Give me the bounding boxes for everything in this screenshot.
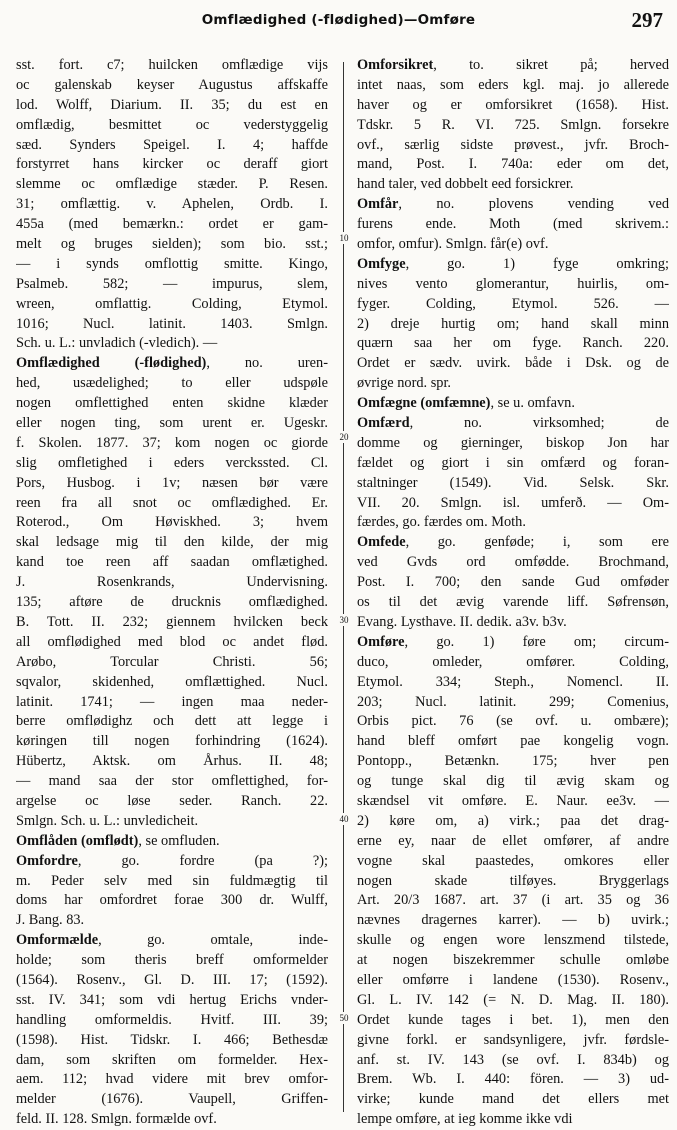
- left-column-line: slig omfletighed i eders verckssted. Cl.: [16, 454, 328, 471]
- right-column-line: Etymol. 334; Steph., Nomencl. II.: [357, 673, 669, 690]
- right-column-line: færdes, go. færdes om. Moth.: [357, 514, 526, 531]
- left-column-line: — i synds omflottig smitte. Kingo,: [16, 255, 328, 272]
- headword: Omfordre: [16, 852, 78, 869]
- right-column-line: Omfår, no. plovens vending ved: [357, 196, 669, 213]
- right-column-line: Omfede, go. genføde; i, som ere: [357, 534, 669, 551]
- left-column-line: Omflædighed (-flødighed), no. uren-: [16, 355, 328, 372]
- headword: Omfyge: [357, 255, 406, 272]
- left-column-line: Arøbo, Torcular Christi. 56;: [16, 653, 328, 670]
- left-column-line: oc galenskab keyser Augustus affskaffe: [16, 76, 328, 93]
- left-column-line: omflædig, besmittet oc vederstyggelig: [16, 116, 328, 133]
- right-column-line: staltninger (1549). Vid. Selsk. Skr.: [357, 474, 669, 491]
- left-column-line: reen fra all snot oc omflædighed. Er.: [16, 494, 328, 511]
- line-marker-10: 10: [334, 232, 354, 244]
- right-column-line: ovf., særlig sidste prøvest., jvfr. Broch-: [357, 136, 669, 153]
- left-column-line: køringen till nogen forhindring (1624).: [16, 733, 328, 750]
- right-column-line: Omfyge, go. 1) fyge omkring;: [357, 255, 669, 272]
- headword: Omforsikret: [357, 57, 434, 73]
- left-column-line: lod. Wolff, Diarium. II. 35; du est en: [16, 96, 328, 113]
- headword: Omflædighed (-flødighed): [16, 355, 207, 372]
- right-column-line: ved Gvds ord omfødde. Brochmand,: [357, 554, 669, 571]
- left-column-line: forstyrret hans kircker oc deraff giort: [16, 156, 328, 173]
- left-column-line: 1016; Nucl. latinit. 1403. Smlgn.: [16, 315, 328, 332]
- right-column-line: domme og gierninger, biskop Jon har: [357, 434, 669, 451]
- left-column-line: Psalmeb. 582; — impurus, slem,: [16, 275, 328, 292]
- right-column-line: virke; kunde mand det ellers met: [357, 1091, 669, 1108]
- left-column-line: melt og bruges sielden); som bio. sst.;: [16, 236, 328, 253]
- left-column-line: handling omformeldis. Hvitf. III. 39;: [16, 1011, 328, 1028]
- left-column-line: slemme oc omflædige stæder. P. Resen.: [16, 176, 328, 193]
- left-column-line: J. Bang. 83.: [16, 912, 85, 929]
- right-column-line: intet naas, som eders kgl. maj. jo allerede: [357, 76, 669, 93]
- left-column-line: sst. IV. 341; som vdi hertug Erichs vnder-: [16, 991, 328, 1008]
- right-column-line: haver og er omforsikret (1658). Hist.: [357, 96, 669, 113]
- left-column-line: berre omflødighz och dett att legge i: [16, 713, 328, 730]
- right-column-line: Art. 20/3 1687. art. 37 (i art. 35 og 36: [357, 892, 669, 909]
- right-column-line: givne forkl. er sandsynligere, jvfr. førdsle-: [357, 1031, 669, 1048]
- right-column-line: eller omførre i landene (1530). Rosenv.,: [357, 971, 669, 988]
- left-column-line: Smlgn. Sch. u. L.: unvledicheit.: [16, 812, 199, 829]
- right-column-line: Omføre, go. 1) føre om; circum-: [357, 633, 669, 650]
- left-column-line: sqvalor, skidenhed, omflættighed. Nucl.: [16, 673, 328, 690]
- left-column-line: dam, som skriften om formelder. Hex-: [16, 1051, 328, 1068]
- left-column-line: melder (1676). Vaupell, Griffen-: [16, 1091, 328, 1108]
- left-column-line: skal ledsage mig til den kilde, der mig: [16, 534, 328, 551]
- right-column-line: Tdskr. 5 R. VI. 725. Smlgn. forsekre: [357, 116, 669, 133]
- left-column-line: Pors, Husbog. i 1v; næsen bør være: [16, 474, 328, 491]
- running-title: Omflædighed (-flødighed)—Omføre: [201, 12, 476, 28]
- left-column-line: kand toe reen aff saadan omflætighed.: [16, 554, 328, 571]
- line-marker-30: 30: [334, 614, 354, 626]
- right-column: [357, 56, 669, 1130]
- left-column-line: feld. II. 128. Smlgn. formælde ovf.: [16, 1111, 217, 1128]
- left-column-line: Hübertz, Aktsk. om Århus. II. 48;: [16, 753, 328, 770]
- right-column-line: Ordet er sædv. uvirk. både i Dsk. og de: [357, 355, 669, 372]
- headword: Omflåden (omflødt): [16, 832, 139, 849]
- left-column-line: sst. fort. c7; huilcken omflædige vijs: [16, 57, 328, 73]
- right-column-line: Pontopp., Betænkn. 175; hver pen: [357, 753, 669, 770]
- line-marker-40: 40: [334, 813, 354, 825]
- right-column-line: Omforsikret, to. sikret på; herved: [357, 57, 669, 73]
- column-divider: [343, 62, 344, 1112]
- right-column-line: Gl. L. IV. 142 (= N. D. Mag. II. 180).: [357, 991, 669, 1008]
- left-column-line: all omflødighed med blod oc andet flød.: [16, 633, 328, 650]
- right-column-line: at nogen biszekremmer schulle omløbe: [357, 952, 669, 969]
- left-column-line: 31; omflættig. v. Aphelen, Ordb. I.: [16, 196, 328, 213]
- right-column-line: 2) dreje hurtig om; hand skall minn: [357, 315, 669, 332]
- left-column-line: hed, usædelighed; to eller udspøle: [16, 375, 328, 392]
- left-column-line: doms har omfordret forae 300 dr. Wulff,: [16, 892, 328, 909]
- right-column-line: mand, Post. I. 740a: eder om det,: [357, 156, 669, 173]
- left-column-line: eller nogen ting, som urent er. Ugeskr.: [16, 415, 328, 432]
- left-column-line: — mand saa der stor omflettighed, for-: [16, 773, 328, 790]
- right-column-line: lempe omføre, at ieg komme ikke vdi: [357, 1111, 573, 1128]
- right-column-line: Brem. Wb. I. 440: fören. — 3) ud-: [357, 1071, 669, 1088]
- headword: Omfede: [357, 534, 406, 551]
- headword: Omfægne (omfæmne): [357, 395, 491, 412]
- right-column-line: furens ende. Moth (med skrivem.:: [357, 216, 669, 233]
- right-column-line: Post. I. 700; den sande Gud omføder: [357, 574, 669, 591]
- right-column-line: Orbis pict. 76 (se ovf. u. ombære);: [357, 713, 669, 730]
- right-column-line: omfor, omfur). Smlgn. får(e) ovf.: [357, 236, 549, 253]
- left-column-line: f. Skolen. 1877. 37; kom nogen oc giorde: [16, 434, 328, 451]
- right-column-line: Omfærd, no. virksomhed; de: [357, 415, 669, 432]
- right-column-line: quærn saa her om fyge. Ranch. 220.: [357, 335, 669, 352]
- line-marker-20: 20: [334, 431, 354, 443]
- right-column-line: Ordet kunde tages i bet. 1), men den: [357, 1011, 669, 1028]
- headword: Omfærd: [357, 415, 410, 432]
- right-column-line: 2) køre om, a) virk.; paa det drag-: [357, 812, 669, 829]
- left-column-line: (1598). Hist. Tidskr. I. 466; Bethesdæ: [16, 1031, 328, 1048]
- left-column-line: Sch. u. L.: unvladich (-vledich). —: [16, 335, 218, 352]
- left-column-line: 135; aftøre de drucknis omflædighed.: [16, 594, 328, 611]
- left-column-line: Roterod., Om Høviskhed. 3; hvem: [16, 514, 328, 531]
- right-column-line: nogen skade tilføyes. Bryggerlags: [357, 872, 669, 889]
- page-number: 297: [631, 8, 663, 32]
- page-header: [0, 6, 677, 36]
- left-column-line: wreen, omflattig. Colding, Etymol.: [16, 295, 328, 312]
- headword: Omføre: [357, 633, 405, 650]
- right-column-line: Evang. Lysthave. II. dedik. a3v. b3v.: [357, 613, 567, 630]
- right-column-line: fældet og giort i sin omfærd og foran-: [357, 454, 669, 471]
- left-column-line: latinit. 1741; — ingen maa neder-: [16, 693, 328, 710]
- right-column-line: hand bleff omført pae kongelig vogn.: [357, 733, 669, 750]
- left-column-line: (1564). Rosenv., Gl. D. III. 17; (1592).: [16, 971, 328, 988]
- left-column-line: holde; som theris breff omformelder: [16, 952, 328, 969]
- left-column-line: nogen omflettighed enten skidne klæder: [16, 395, 328, 412]
- line-marker-50: 50: [334, 1012, 354, 1024]
- right-column-line: duco, omleder, omfører. Colding,: [357, 653, 669, 670]
- right-column-line: skændsel vit omføre. E. Naur. ee3v. —: [357, 792, 669, 809]
- right-column-line: fyger. Colding, Etymol. 526. —: [357, 295, 669, 312]
- right-column-line: øvrige nord. spr.: [357, 375, 452, 392]
- right-column-line: VII. 20. Smlgn. isl. umferð. — Om-: [357, 494, 669, 511]
- right-column-line: hand taler, ved dobbelt eed forsickrer.: [357, 176, 574, 193]
- headword: Omformælde: [16, 932, 99, 949]
- left-column-line: Omflåden (omflødt), se omfluden.: [16, 832, 220, 849]
- right-column-line: os til det ævig varende liff. Søfrensøn,: [357, 594, 669, 611]
- left-column-line: sæd. Synders Speigel. I. 4; haffde: [16, 136, 328, 153]
- left-column: [16, 56, 328, 1130]
- right-column-line: vogne skal paastedes, omkores eller: [357, 852, 669, 869]
- right-column-line: anf. st. IV. 143 (se ovf. I. 834b) og: [357, 1051, 669, 1068]
- right-column-line: nævnes dragernes karrer). — b) uvirk.;: [357, 912, 669, 929]
- left-column-line: argelse oc løse seder. Ranch. 22.: [16, 792, 328, 809]
- left-column-line: 455a (med bemærkn.: ordet er gam-: [16, 216, 328, 233]
- right-column-line: Omfægne (omfæmne), se u. omfavn.: [357, 395, 575, 412]
- right-column-line: erne ey, naar de ellet omfører, af andre: [357, 832, 669, 849]
- left-column-line: Omfordre, go. fordre (pa ?);: [16, 852, 328, 869]
- right-column-line: skulle og engen wore lenszmend tilstede,: [357, 932, 669, 949]
- headword: Omfår: [357, 196, 399, 213]
- right-column-line: og tunge skal dig til ævig skam og: [357, 773, 669, 790]
- left-column-line: m. Peder selv med sin fuldmægtig til: [16, 872, 328, 889]
- left-column-line: aem. 112; hvad videre mit brev omfor-: [16, 1071, 328, 1088]
- left-column-line: B. Tott. II. 232; giennem hvilcken beck: [16, 613, 328, 630]
- left-column-line: Omformælde, go. omtale, inde-: [16, 932, 328, 949]
- right-column-line: nives vento glomerantur, huirlis, om-: [357, 275, 669, 292]
- right-column-line: 203; Nucl. latinit. 299; Comenius,: [357, 693, 669, 710]
- left-column-line: J. Rosenkrands, Undervisning.: [16, 574, 328, 591]
